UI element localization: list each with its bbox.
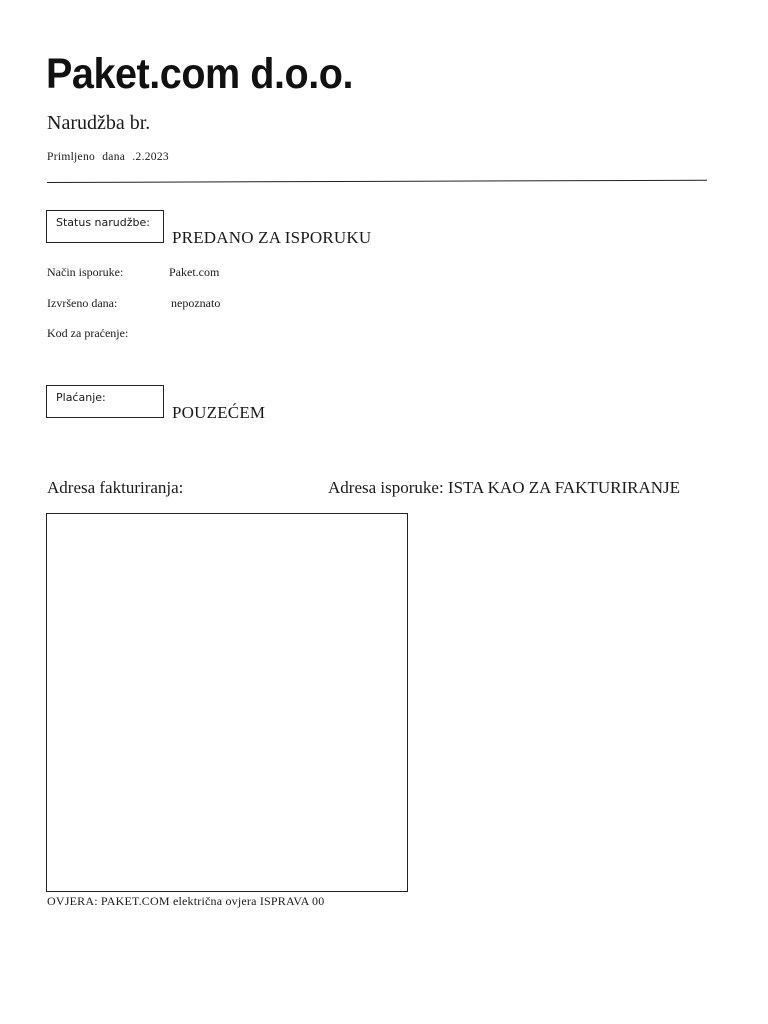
received-word: dana <box>102 151 126 163</box>
status-value: PREDANO ZA ISPORUKU <box>172 228 372 247</box>
header-divider <box>47 180 707 183</box>
shipping-method-label: Način isporuke: <box>47 265 124 279</box>
payment-value: POUZEĆEM <box>172 403 266 422</box>
received-date: .2.2023 <box>132 151 169 163</box>
certification-footer: OVJERA: PAKET.COM električna ovjera ISPRAVA 00 <box>47 894 325 908</box>
company-name: Paket.com d.o.o. <box>46 50 354 98</box>
completed-date-label: Izvršeno dana: <box>47 296 118 310</box>
received-prefix: Primljeno <box>47 151 96 163</box>
shipping-method-value: Paket.com <box>169 265 220 279</box>
status-label: Status narudžbe: <box>56 216 150 229</box>
shipping-address-heading: Adresa isporuke: ISTA KAO ZA FAKTURIRANJE <box>328 478 680 497</box>
order-number-label: Narudžba br. <box>47 112 151 134</box>
status-label-box <box>46 210 164 243</box>
payment-label-box <box>46 385 164 418</box>
payment-label: Plaćanje: <box>56 391 106 404</box>
billing-address-box <box>46 513 408 892</box>
received-date-line <box>47 151 169 163</box>
tracking-code-label: Kod za praćenje: <box>47 326 129 340</box>
completed-date-value: nepoznato <box>171 296 221 310</box>
billing-address-heading: Adresa fakturiranja: <box>47 478 184 497</box>
